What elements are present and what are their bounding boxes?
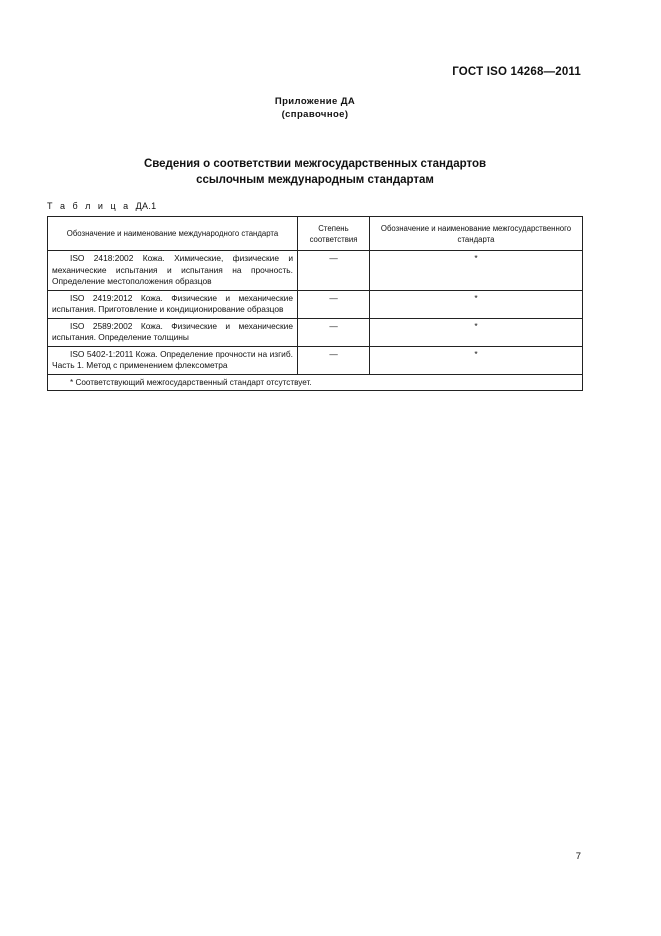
table-row [48, 318, 583, 346]
table-footnote: * Соответствующий межгосударственный стандарт отсутствует. [48, 374, 583, 391]
appendix-title: Приложение ДА [274, 96, 356, 107]
table-row [48, 251, 583, 291]
table-row [48, 290, 583, 318]
cell-interstate: * [370, 290, 583, 318]
table-caption-prefix: Т а б л и ц а [47, 201, 131, 211]
cell-degree: — [298, 318, 370, 346]
cell-standard: ISO 5402-1:2011 Кожа. Определение прочности на изгиб. Часть 1. Метод с применением флексометра [48, 346, 298, 374]
cell-degree: — [298, 290, 370, 318]
document-code: ГОСТ ISO 14268—2011 [452, 66, 581, 78]
cell-interstate: * [370, 346, 583, 374]
section-title-line-2: ссылочным международным стандартам [196, 174, 434, 186]
cell-degree: — [298, 346, 370, 374]
table-header-row [48, 217, 583, 251]
table-footnote-row [48, 374, 583, 391]
cell-standard: ISO 2418:2002 Кожа. Химические, физические и механические испытания и испытания на прочность. Определение местоположения образцов [48, 251, 298, 291]
cell-standard: ISO 2419:2012 Кожа. Физические и механические испытания. Приготовление и кондиционирование образцов [48, 290, 298, 318]
correspondence-table [47, 216, 583, 391]
header-degree: Степень соответствия [298, 217, 370, 251]
table-row [48, 346, 583, 374]
cell-degree: — [298, 251, 370, 291]
table-caption-number: ДА.1 [135, 201, 157, 211]
cell-standard: ISO 2589:2002 Кожа. Физические и механические испытания. Определение толщины [48, 318, 298, 346]
header-interstate-standard: Обозначение и наименование межгосударственного стандарта [370, 217, 583, 251]
cell-interstate: * [370, 251, 583, 291]
header-international-standard: Обозначение и наименование международного стандарта [48, 217, 298, 251]
page-number: 7 [575, 851, 581, 862]
section-title-line-1: Сведения о соответствии межгосударственных стандартов [143, 158, 487, 170]
cell-interstate: * [370, 318, 583, 346]
table-caption [47, 201, 156, 211]
appendix-kind: (справочное) [281, 109, 349, 120]
